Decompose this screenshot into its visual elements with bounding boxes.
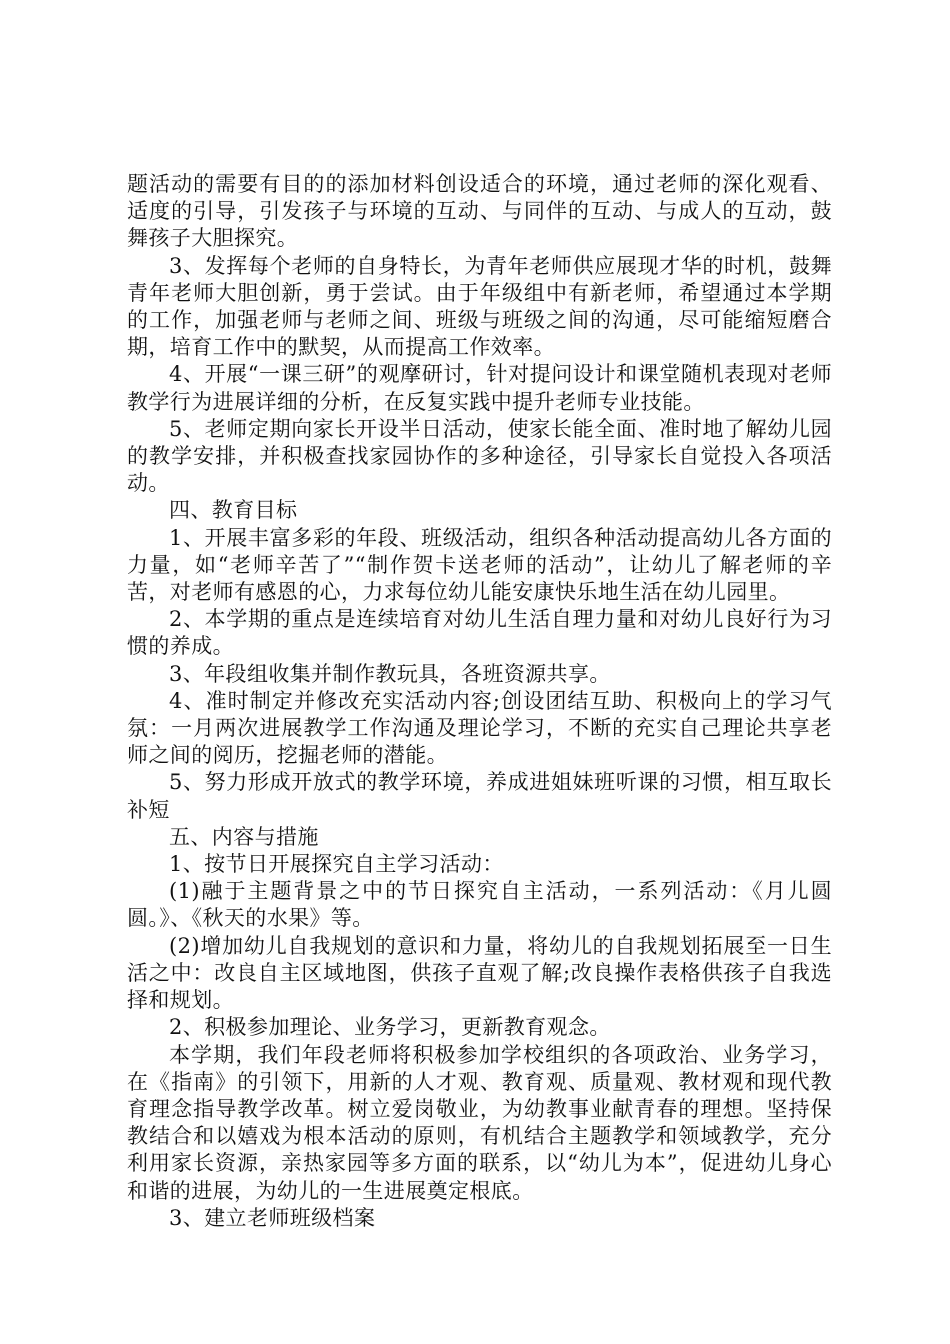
paragraph: 3、年段组收集并制作教玩具，各班资源共享。 bbox=[169, 661, 611, 686]
paragraph: 4、开展“一课三研”的观摩研讨，针对提问设计和课堂随机表现对老师教学行为进展详细的分析，在反复实践中提升老师专业技能。 bbox=[127, 362, 832, 414]
section-heading: 四、教育目标 bbox=[169, 498, 298, 523]
paragraph: 3、建立老师班级档案 bbox=[169, 1205, 376, 1230]
paragraph: 2、积极参加理论、业务学习，更新教育观念。 bbox=[169, 1015, 611, 1040]
section-heading: 五、内容与措施 bbox=[169, 824, 319, 849]
paragraph: 5、老师定期向家长开设半日活动，使家长能全面、准时地了解幼儿园的教学安排，并积极查找家园协作的多种途径，引导家长自觉投入各项活动。 bbox=[127, 416, 832, 496]
paragraph: 2、本学期的重点是连续培育对幼儿生活自理力量和对幼儿良好行为习惯的养成。 bbox=[127, 607, 832, 659]
paragraph: (1)融于主题背景之中的节日探究自主活动，一系列活动：《月儿圆圆。》、《秋天的水果》等。 bbox=[127, 879, 832, 931]
paragraph: 4、准时制定并修改充实活动内容;创设团结互助、积极向上的学习气氛：一月两次进展教学工作沟通及理论学习，不断的充实自己理论共享老师之间的阅历，挖掘老师的潜能。 bbox=[127, 688, 832, 768]
paragraph: 题活动的需要有目的的添加材料创设适合的环境，通过老师的深化观看、适度的引导，引发孩子与环境的互动、与同伴的互动、与成人的互动，鼓舞孩子大胆探究。 bbox=[127, 172, 832, 251]
paragraph: 1、按节日开展探究自主学习活动： bbox=[169, 852, 504, 877]
paragraph: 5、努力形成开放式的教学环境，养成进姐妹班听课的习惯，相互取长补短 bbox=[127, 770, 832, 822]
paragraph: 1、开展丰富多彩的年段、班级活动，组织各种活动提高幼儿各方面的力量，如“老师辛苦了”“制作贺卡送老师的活动”，让幼儿了解老师的辛苦，对老师有感恩的心，力求每位幼儿能安康快乐地生活在幼儿园里。 bbox=[127, 525, 832, 605]
paragraph: 本学期，我们年段老师将积极参加学校组织的各项政治、业务学习，在《指南》的引领下，用新的人才观、教育观、质量观、教材观和现代教育理念指导教学改革。树立爱岗敬业，为幼教事业献青春的理想。坚持保教结合和以嬉戏为根本活动的原则，有机结合主题教学和领域教学，充分利用家长资源，亲热家园等多方面的联系，以“幼儿为本”，促进幼儿身心和谐的进展，为幼儿的一生进展奠定根底。 bbox=[127, 1042, 832, 1203]
paragraph: 3、发挥每个老师的自身特长，为青年老师供应展现才华的时机，鼓舞青年老师大胆创新，勇于尝试。由于年级组中有新老师，希望通过本学期的工作，加强老师与老师之间、班级与班级之间的沟通，尽可能缩短磨合期，培育工作中的默契，从而提高工作效率。 bbox=[127, 253, 832, 360]
document-body bbox=[127, 171, 832, 1232]
paragraph: (2)增加幼儿自我规划的意识和力量，将幼儿的自我规划拓展至一日生活之中：改良自主区域地图，供孩子直观了解;改良操作表格供孩子自我选择和规划。 bbox=[127, 933, 832, 1013]
